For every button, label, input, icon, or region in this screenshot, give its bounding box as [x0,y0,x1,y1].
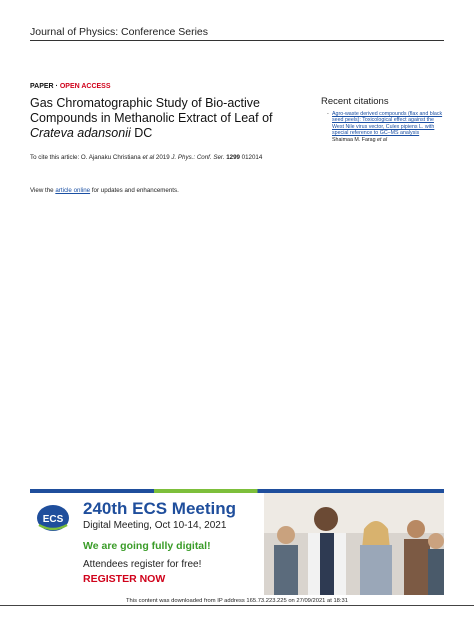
title-line-1: Gas Chromatographic Study of Bio-active [30,96,260,110]
recent-citation-item [327,111,444,143]
article-online-link[interactable]: article online [55,187,91,194]
citation-line [30,154,300,161]
ecs-meeting-heading: 240th ECS Meeting [83,499,237,518]
recent-citation-link[interactable]: Agro-waste derived compounds (flax and black seed peels): Toxicological effect against the West Nile virus vector, Culex pipiens L. with special reference to GC–MS analysis [332,111,443,137]
register-now-button[interactable]: REGISTER NOW [83,573,166,585]
journal-name: Journal of Physics: Conference Series [30,26,209,38]
title-suffix: DC [130,126,153,140]
paper-tag [30,83,111,90]
footer-rule [0,605,474,606]
ecs-attendees-note: Attendees register for free! [83,559,202,570]
cite-prefix: To cite this article: O. Ajanaku Christiana [30,154,143,161]
ecs-logo-icon [36,503,70,533]
recent-citations-heading: Recent citations [321,96,389,107]
cite-year: 2019 [154,154,172,161]
bullet-icon: - [327,111,329,117]
title-species: Crateva adansonii [30,126,131,140]
header-rule [30,40,444,41]
ecs-meeting-dates: Digital Meeting, Oct 10-14, 2021 [83,520,227,531]
cite-volume: 1299 [226,154,240,161]
cite-etal: et al [142,154,155,161]
audience-photo [264,493,444,595]
title-line-2: Compounds in Methanolic Extract of Leaf of [30,111,273,125]
ecs-digital-note: We are going fully digital! [83,540,211,552]
ecs-logo-text: ECS [42,514,64,525]
open-access-badge: OPEN ACCESS [59,83,111,90]
authors-names: Shaimaa M. Farag [332,136,378,143]
download-footer: This content was downloaded from IP address 165.73.223.225 on 27/09/2021 at 18:31 [126,598,348,604]
recent-citation-authors [332,137,387,143]
view-online-line [30,187,179,194]
article-title [30,96,300,141]
authors-etal: et al [377,136,388,143]
recent-citations-list [327,111,444,143]
paper-label: PAPER · [30,83,60,90]
view-suffix: for updates and enhancements. [90,187,179,194]
cite-number: 012014 [239,154,263,161]
view-prefix: View the [30,187,56,194]
ecs-advertisement-banner[interactable] [30,489,444,595]
cite-journal: J. Phys.: Conf. Ser. [171,154,225,161]
